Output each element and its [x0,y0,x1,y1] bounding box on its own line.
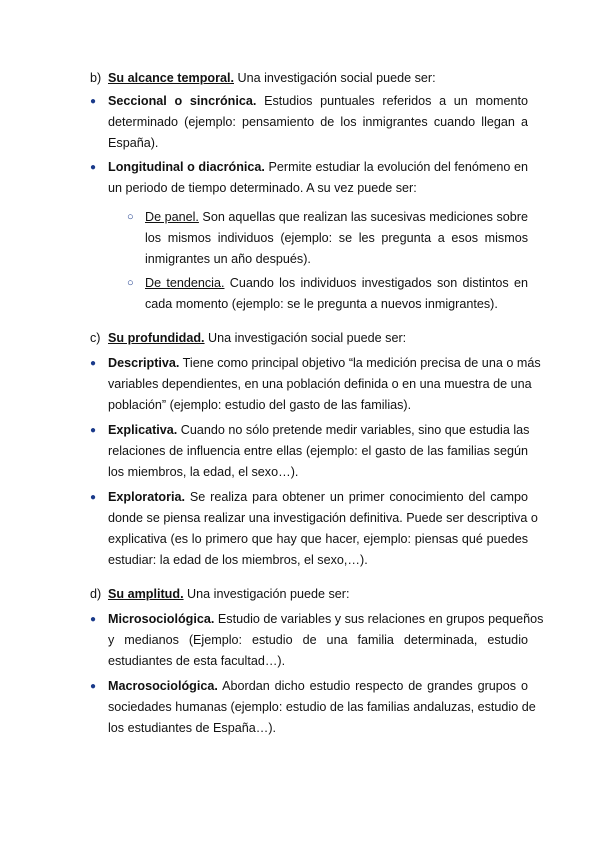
subitem-text-line: cada momento (ejemplo: se le pregunta a nuevos inmigrantes). [145,297,498,311]
bullet-icon: ● [90,614,97,625]
item-text-line: un periodo de tiempo determinado. A su vez puede ser: [108,181,417,195]
bullet-icon: ● [90,162,97,173]
item-text-line: y medianos (Ejemplo: estudio de una familia determinada, estudio [108,633,528,647]
circle-bullet-icon: ○ [127,277,134,289]
item-text-line: variables dependientes, en una población definida o en una muestra de una [108,377,532,391]
item-longitudinal [108,157,528,178]
item-text: Se realiza para obtener un primer conocimiento del campo [184,490,528,504]
item-term: Seccional o sincrónica. [108,94,257,108]
section-c-intro: Una investigación social puede ser: [204,331,407,345]
section-d-heading-line [108,584,349,605]
item-text-line: estudiantes de esta facultad…). [108,654,286,668]
item-term: Longitudinal o diacrónica. [108,160,265,174]
bullet-icon: ● [90,96,97,107]
section-c-letter: c) [90,331,101,345]
section-b-heading-line [108,68,436,89]
item-text: Estudio de variables y sus relaciones en grupos pequeños [214,612,544,626]
subitem-tendencia [145,273,528,294]
item-text: Abordan dicho estudio respecto de grandes grupos o [217,679,528,693]
section-b-letter: b) [90,71,102,85]
item-term: Macrosociológica. [108,679,218,693]
item-term: Explicativa. [108,423,178,437]
circle-bullet-icon: ○ [127,211,134,223]
item-text-line: los estudiantes de España…). [108,721,277,735]
item-descriptiva [108,353,541,374]
item-term: Microsociológica. [108,612,215,626]
section-c-heading: Su profundidad. [108,331,205,345]
item-text-line: explicativa (es lo primero que hay que hacer, ejemplo: piensas qué puedes [108,532,528,546]
item-text-line: los miembros, la edad, el sexo…). [108,465,299,479]
section-c-heading-line [108,328,406,349]
subitem-term: De panel. [145,210,199,224]
item-text-line: población” (ejemplo: estudio del gasto de las familias). [108,398,412,412]
item-term: Exploratoria. [108,490,185,504]
item-microsociologica [108,609,544,630]
item-text: Tiene como principal objetivo “la medición precisa de una o más [179,356,541,370]
section-b-intro: Una investigación social puede ser: [234,71,436,85]
item-text: Cuando no sólo pretende medir variables, sino que estudia las [177,423,530,437]
subitem-panel [145,207,528,228]
bullet-icon: ● [90,358,97,369]
subitem-term: De tendencia. [145,276,225,290]
section-d-heading: Su amplitud. [108,587,184,601]
subitem-text: Cuando los individuos investigados son distintos en [224,276,528,290]
subitem-text: Son aquellas que realizan las sucesivas mediciones sobre [198,210,528,224]
item-term: Descriptiva. [108,356,180,370]
section-b-heading: Su alcance temporal. [108,71,234,85]
item-text: Permite estudiar la evolución del fenómeno en [264,160,528,174]
item-text-line: España). [108,136,159,150]
item-text-line: relaciones de influencia entre ellas (ejemplo: el gasto de las familias según [108,444,528,458]
item-text-line: sociedades humanas (ejemplo: estudio de las familias andaluzas, estudio de [108,700,536,714]
subitem-text-line: los mismos individuos (ejemplo: se les pregunta a esos mismos [145,231,528,245]
item-text-line: determinado (ejemplo: pensamiento de los inmigrantes cuando llegan a [108,115,528,129]
bullet-icon: ● [90,492,97,503]
bullet-icon: ● [90,425,97,436]
section-d-letter: d) [90,587,102,601]
subitem-text-line: inmigrantes un año después). [145,252,311,266]
bullet-icon: ● [90,681,97,692]
item-explicativa [108,420,528,441]
item-text: Estudios puntuales referidos a un momento [256,94,529,108]
section-d-intro: Una investigación puede ser: [183,587,350,601]
item-text-line: donde se piensa realizar una investigación definitiva. Puede ser descriptiva o [108,511,538,525]
item-seccional [108,91,528,112]
item-text-line: estudiar: la edad de los miembros, el sexo,…). [108,553,368,567]
item-exploratoria [108,487,528,508]
item-macrosociologica [108,676,528,697]
